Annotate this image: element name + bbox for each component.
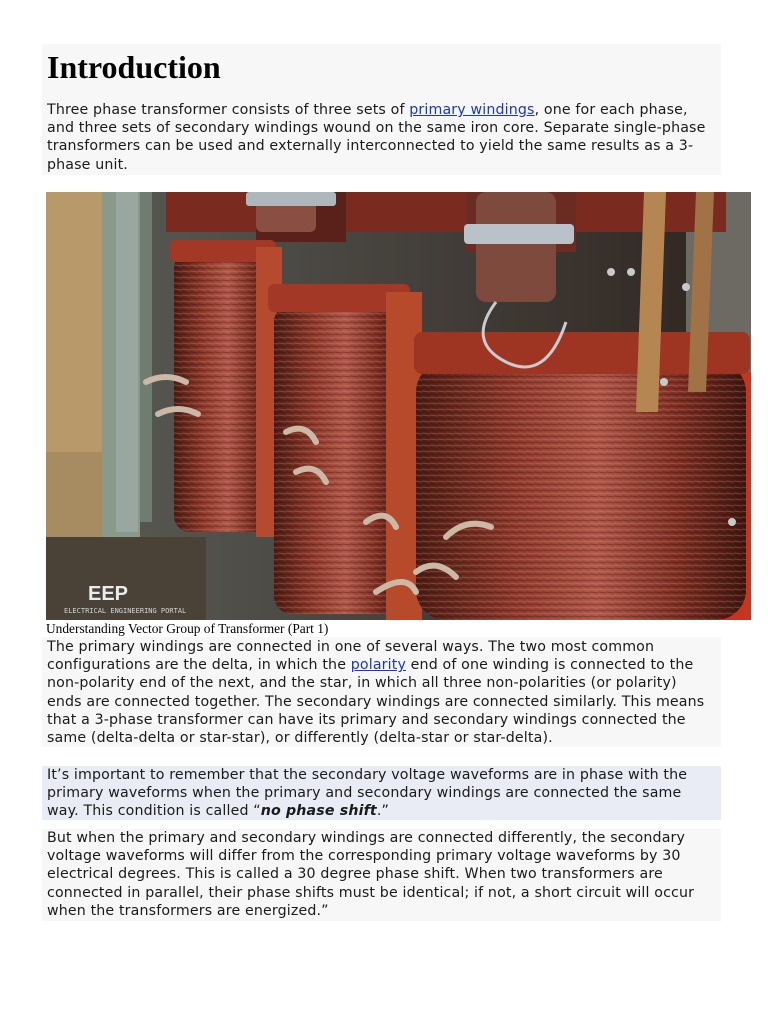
no-phase-shift-emphasis: no phase shift [260, 803, 377, 820]
transformer-photo [46, 192, 751, 620]
polarity-link[interactable]: polarity [350, 657, 407, 674]
intro-paragraph [47, 101, 716, 174]
intro-section [42, 44, 721, 175]
windings-text-before: The primary windings are connected in one of several ways. The two most common configurations are the delta, in which the [47, 639, 655, 674]
phase-section [42, 766, 721, 820]
intro-text-after: , one for each phase, and three sets of secondary windings wound on the same iron core. Separate single-phase transformers can be used and externally interconnected to yield the same results as a 3-phase unit. [47, 102, 706, 173]
phase-shift-paragraph: But when the primary and secondary windings are connected differently, the secondary voltage waveforms will differ from the corresponding primary voltage waveforms by 30 electrical degrees. This is called a 30 degree phase shift. When two transformers are connected in parallel, their phase shifts must be identical; if not, a short circuit will occur when the transformers are energized.” [47, 830, 695, 919]
page-title: Introduction [47, 49, 221, 85]
phase-text-after: .” [376, 803, 390, 820]
intro-text-before: Three phase transformer consists of three sets of [47, 102, 410, 118]
phase-shift-section [42, 829, 721, 921]
windings-section [42, 637, 721, 747]
logo-subtext: ELECTRICAL ENGINEERING PORTAL [64, 607, 187, 615]
logo-text: EEP [88, 583, 129, 605]
windings-text-after: end of one winding is connected to the non-polarity end of the next, and the star, in which all three non-polarities (or polarity) ends are connected together. The secondary windings are connected similarly. This means that a 3-phase transformer can have its primary and secondary windings connected the same (delta-delta or star-star), or differently (delta-star or star-delta). [47, 657, 705, 747]
primary-windings-link[interactable]: primary windings [409, 102, 535, 118]
phase-text-before: It’s important to remember that the secondary voltage waveforms are in phase with the primary waveforms when the primary and secondary windings are connected the same way. This condition is called “ [47, 767, 688, 820]
phase-paragraph [47, 766, 716, 821]
windings-paragraph [47, 638, 716, 747]
figure-caption: Understanding Vector Group of Transformer (Part 1) [46, 621, 329, 636]
